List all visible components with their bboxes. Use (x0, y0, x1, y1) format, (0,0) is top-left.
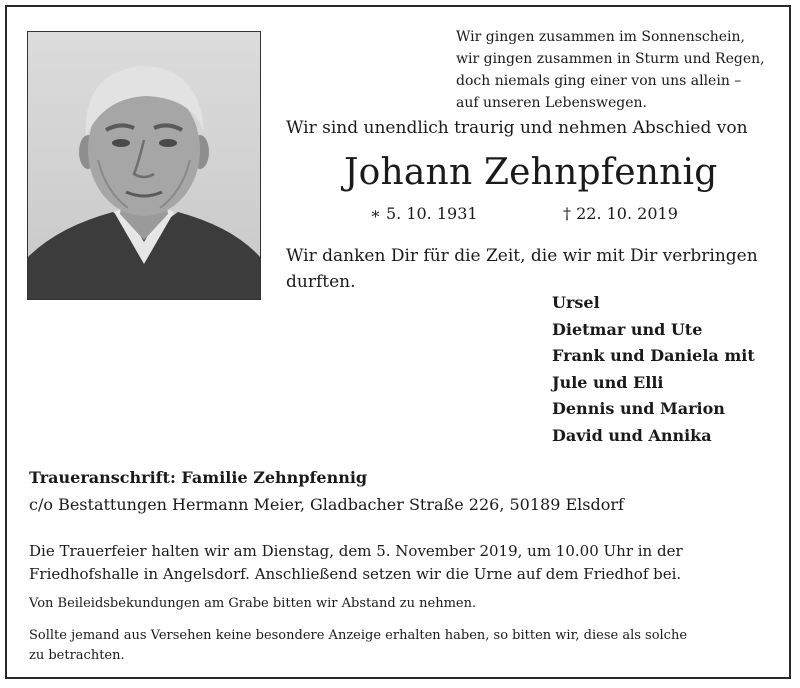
poem-line: wir gingen zusammen in Sturm und Regen, (456, 51, 765, 67)
death-date: † 22. 10. 2019 (563, 204, 678, 223)
announcement-notice (29, 626, 777, 666)
notice-line: Sollte jemand aus Versehen keine besondere Anzeige erhalten haben, so bitten wir, diese als solche (29, 628, 688, 643)
poem-line: Wir gingen zusammen im Sonnenschein, (456, 29, 745, 45)
farewell-intro: Wir sind unendlich traurig und nehmen Abschied von (286, 118, 748, 138)
condolence-request: Von Beileidsbekundungen am Grabe bitten wir Abstand zu nehmen. (29, 596, 477, 611)
notice-line: zu betrachten. (29, 648, 125, 663)
family-member: Dennis und Marion (552, 399, 725, 418)
family-list (552, 290, 755, 449)
family-member: Jule und Elli (552, 372, 664, 392)
poem-line: doch niemals ging einer von uns allein – (456, 73, 742, 89)
ceremony-line: Die Trauerfeier halten wir am Dienstag, dem 5. November 2019, um 10.00 Uhr in der (29, 542, 683, 560)
mourning-address-heading: Traueranschrift: Familie Zehnpfennig (29, 468, 368, 487)
thanks-text: Wir danken Dir für die Zeit, die wir mit Dir verbringen durften. (286, 246, 758, 292)
birth-date: ∗ 5. 10. 1931 (370, 204, 478, 223)
family-member: Dietmar und Ute (552, 319, 703, 339)
family-member: Frank und Daniela mit (552, 346, 755, 365)
poem-line: auf unseren Lebenswegen. (456, 95, 647, 111)
deceased-name: Johann Zehnpfennig (344, 152, 718, 193)
ceremony-line: Friedhofshalle in Angelsdorf. Anschließend setzen wir die Urne auf dem Friedhof bei. (29, 565, 682, 583)
mourning-address: c/o Bestattungen Hermann Meier, Gladbacher Straße 226, 50189 Elsdorf (29, 495, 624, 514)
family-member: Ursel (552, 293, 600, 312)
poem (456, 26, 786, 114)
ceremony-details (29, 540, 777, 586)
portrait-photo (27, 31, 261, 300)
family-member: David und Annika (552, 425, 712, 445)
